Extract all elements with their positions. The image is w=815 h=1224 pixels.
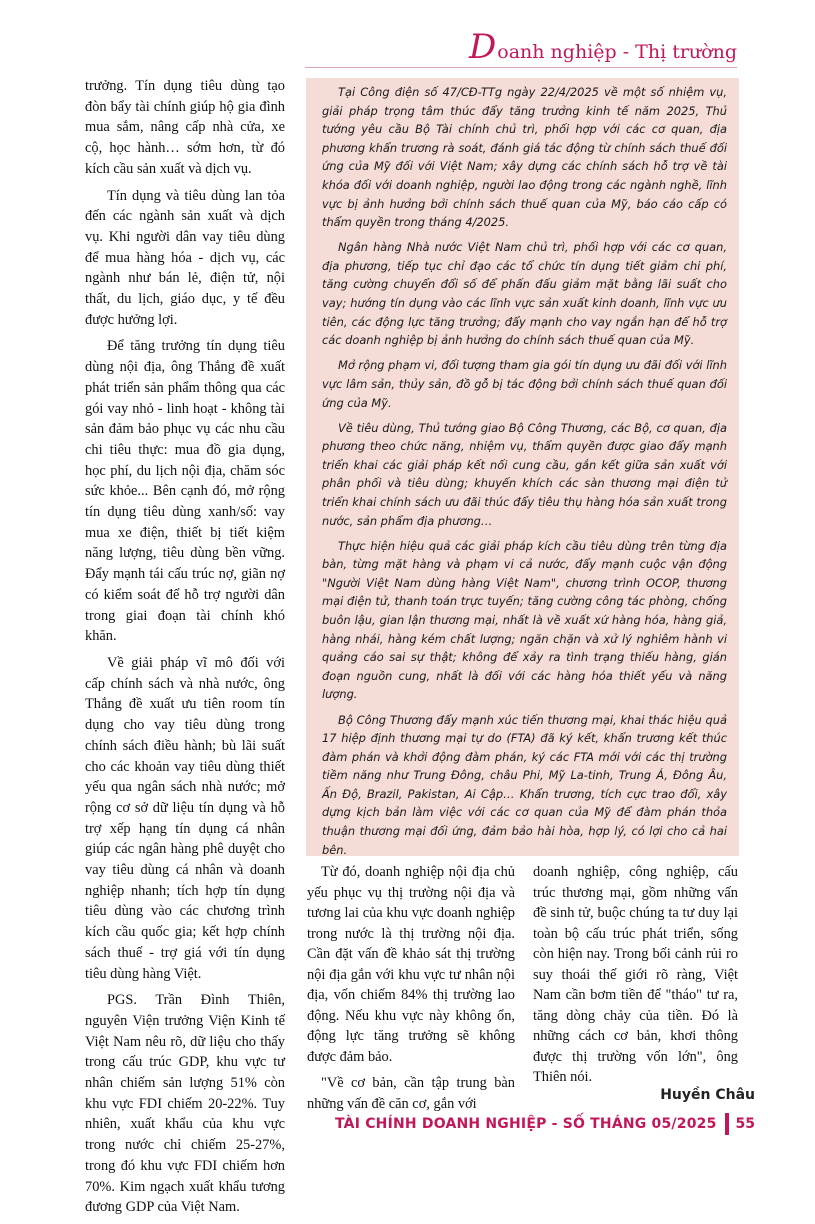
box-paragraph: Mở rộng phạm vi, đối tượng tham gia gói tín dụng ưu đãi đối với lĩnh vực lâm sản, thủy sản, đồ gỗ bị tác động bởi chính sách thuế quan đối ứng của Mỹ. [322, 358, 727, 410]
body-paragraph: Để tăng trưởng tín dụng tiêu dùng nội địa, ông Thắng đề xuất phát triển sản phẩm thông qua các gói vay nhỏ - linh hoạt - không tài sản đảm bảo phục vụ các nhu cầu chi tiêu thực: mua đồ gia dụng, học phí, du lịch nội địa, chăm sóc sức khỏe... Bên cạnh đó, mở rộng tín dụng tiêu dùng xanh/số: vay mua xe điện, thiết bị tiết kiệm năng lượng, tiêu dùng bền vững. Đẩy mạnh tái cấu trúc nợ, giãn nợ có kiểm soát để hỗ trợ người dân trong giai đoạn tài chính khó khăn. [85, 338, 285, 645]
body-paragraph: doanh nghiệp, công nghiệp, cấu trúc thương mại, gồm những vấn đề sinh tử, buộc chúng ta tư duy lại toàn bộ cấu trúc phát triển, sống còn hiện nay. Trong bối cảnh rủi ro suy thoái thế giới rõ ràng, Việt Nam cần bơm tiền để "tháo" tư ra, tăng dòng chảy của tiền. Đó là những cách cơ bản, khơi thông được thị trường vốn lớn", ông Thiên nói. [533, 864, 738, 1085]
box-paragraph: Ngân hàng Nhà nước Việt Nam chủ trì, phối hợp với các cơ quan, địa phương, tiếp tục chỉ đạo các tổ chức tín dụng tiết giảm chi phí, tăng cường chuyển đổi số để phấn đấu giảm mặt bằng lãi suất cho vay; hướng tín dụng vào các lĩnh vực sản xuất kinh doanh, lĩnh vực ưu tiên, các động lực tăng trưởng; đẩy mạnh cho vay ngắn hạn để hỗ trợ các doanh nghiệp bị ảnh hưởng do chính sách thuế quan của Mỹ. [322, 240, 727, 348]
page-number: 55 [735, 1116, 755, 1132]
left-column [85, 76, 285, 1224]
policy-box [306, 78, 739, 856]
box-paragraph: Bộ Công Thương đẩy mạnh xúc tiến thương mại, khai thác hiệu quả 17 hiệp định thương mại tự do (FTA) đã ký kết, khẩn trương kết thúc đàm phán và khởi động đàm phán, ký các FTA mới với các thị trường tiềm năng như Trung Đông, châu Phi, Mỹ La-tinh, Trung Á, Đông Âu, Ấn Độ, Brazil, Pakistan, Ai Cập… Khẩn trương, tích cực trao đổi, xây dựng kịch bản làm việc với các cơ quan của Mỹ để đàm phán thỏa thuận thương mại đối ứng, đảm bảo hài hòa, hợp lý, có lợi cho cả hai bên. [322, 712, 727, 857]
body-paragraph: trưởng. Tín dụng tiêu dùng tạo đòn bẩy tài chính giúp hộ gia đình mua sắm, nâng cấp nhà cửa, xe cộ, học hành… sớm hơn, từ đó kích cầu sản xuất và dịch vụ. [85, 78, 285, 177]
body-paragraph: Từ đó, doanh nghiệp nội địa chủ yếu phục vụ thị trường nội địa và tương lai của khu vực doanh nghiệp trong nước là thị trường nội địa. Cần đặt vấn đề khảo sát thị trường nội địa gắn với khu vực tư nhân nội địa, vốn chiếm 84% thị trường lao động. Nếu khu vực này không ổn, động lực tăng trưởng sẽ không được đảm bảo. [307, 864, 515, 1065]
header-initial: D [469, 27, 497, 67]
right-column [533, 862, 738, 1088]
header-title: oanh nghiệp - Thị trường [497, 41, 737, 63]
author-name: Huyền Châu [660, 1087, 755, 1103]
box-paragraph: Về tiêu dùng, Thủ tướng giao Bộ Công Thương, các Bộ, cơ quan, địa phương theo chức năng, nhiệm vụ, thẩm quyền được giao đẩy mạnh triển khai các giải pháp kết nối cung cầu, gắn kết giữa sản xuất với phân phối và tiêu dùng; khuyến khích các sàn thương mại điện tử triển khai chính sách ưu đãi thúc đẩy tiêu thụ hàng hóa sản xuất trong nước, sản phẩm địa phương… [322, 420, 727, 528]
body-paragraph: Tín dụng và tiêu dùng lan tỏa đến các ngành sản xuất và dịch vụ. Khi người dân vay tiêu dùng để mua hàng hóa - dịch vụ, các ngành như bán lẻ, điện tử, nội thất, du lịch, giáo dục, y tế đều được hưởng lợi. [85, 187, 285, 328]
middle-column [307, 862, 515, 1120]
box-paragraph: Tại Công điện số 47/CĐ-TTg ngày 22/4/2025 về một số nhiệm vụ, giải pháp trọng tâm thúc đẩy tăng trưởng kinh tế năm 2025, Thủ tướng yêu cầu Bộ Tài chính chủ trì, phối hợp với các cơ quan, địa phương khẩn trương rà soát, đánh giá tác động từ chính sách thuế đối ứng của Mỹ đối với Việt Nam; xây dựng các chính sách hỗ trợ về tài khóa đối với doanh nghiệp, người lao động trong các ngành nghề, lĩnh vực bị ảnh hưởng bởi chính sách thuế quan của Mỹ, báo cáo cấp có thẩm quyền trong tháng 4/2025. [322, 85, 727, 230]
section-header [469, 27, 737, 67]
page-footer [320, 1113, 755, 1135]
magazine-title: TÀI CHÍNH DOANH NGHIỆP - SỐ THÁNG 05/2025 [335, 1116, 717, 1132]
body-paragraph: PGS. Trần Đình Thiên, nguyên Viện trưởng Viện Kinh tế Việt Nam nêu rõ, dữ liệu cho thấy trong cấu trúc GDP, khu vực tư nhân chiếm sản lượng 51% còn khu vực FDI chiếm 20-22%. Tuy nhiên, xuất khẩu của khu vực trong nước chỉ chiếm 25-27%, trong đó khu vực FDI chiếm hơn 70%. Kim ngạch xuất khẩu tương đương GDP của Việt Nam. [85, 992, 285, 1216]
body-paragraph: "Về cơ bản, cần tập trung bàn những vấn đề căn cơ, gắn với [307, 1075, 515, 1112]
footer-divider [725, 1113, 729, 1135]
header-rule [305, 67, 737, 68]
body-paragraph: Về giải pháp vĩ mô đối với cấp chính sách và nhà nước, ông Thắng đề xuất ưu tiên room tín dụng cho vay tiêu dùng trong chính sách điều hành; bù lãi suất cho các khoản vay tiêu dùng thiết yếu qua ngân sách nhà nước; mở rộng cơ sở dữ liệu tín dụng và hỗ trợ xếp hạng tín dụng cá nhân giúp các ngân hàng phê duyệt cho vay tiêu dùng cá nhân và doanh nghiệp nhanh; tích hợp tín dụng tiêu dùng vào các chương trình kích cầu quốc gia; kết hợp chính sách thuế - trợ giá với tín dụng tiêu dùng hàng Việt. [85, 654, 285, 982]
box-paragraph: Thực hiện hiệu quả các giải pháp kích cầu tiêu dùng trên từng địa bàn, từng mặt hàng và phạm vi cả nước, đẩy mạnh cuộc vận động "Người Việt Nam dùng hàng Việt Nam", chương trình OCOP, thương mại điện tử, thanh toán trực tuyến; tăng cường công tác phòng, chống buôn lậu, gian lận thương mại, nhất là về xuất xứ hàng hóa, hàng giả, hàng nhái, hàng kém chất lượng; ngăn chặn và xử lý nghiêm hành vi quảng cáo sai sự thật; không để xảy ra tình trạng thiếu hàng, gián đoạn nguồn cung, nhất là đối với các hàng hóa thiết yếu và năng lượng. [322, 538, 727, 702]
